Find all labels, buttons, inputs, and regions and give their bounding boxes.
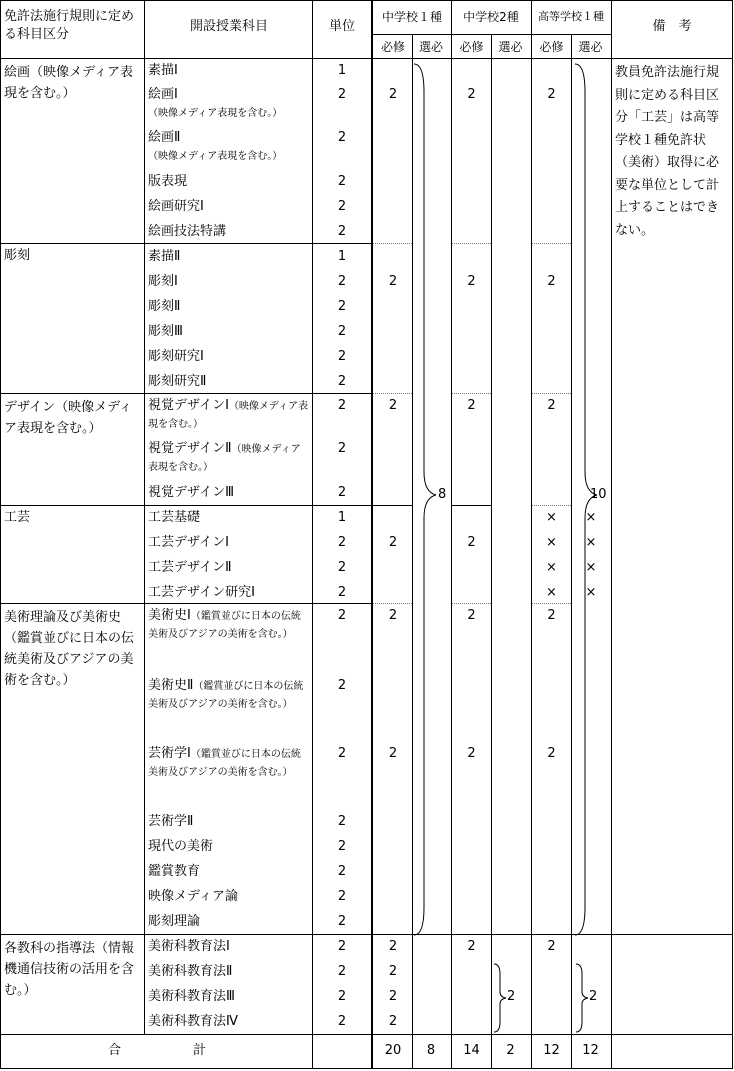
course-units: 2 [337, 398, 347, 413]
course-units: 2 [337, 374, 347, 389]
course-title: 美術科教育法Ⅰ [148, 939, 230, 954]
group-hs1-required: 2 [547, 274, 556, 289]
course-units: 1 [337, 249, 347, 264]
group-jh1-required: 2 [388, 87, 398, 102]
course-units: 2 [337, 964, 347, 979]
course-jh2-req: 2 [467, 939, 476, 954]
course-title: 美術史Ⅰ [148, 608, 191, 623]
rule-group-dotted [532, 393, 571, 394]
course-units: 2 [337, 914, 347, 929]
header-jh1-required: 必修 [380, 40, 405, 54]
course-name [148, 559, 310, 577]
course-title: 彫刻Ⅱ [148, 299, 181, 314]
course-title: 現代の美術 [148, 839, 214, 854]
kogei-cross-mark: × [546, 585, 557, 600]
col-rule [144, 0, 145, 1034]
rule-total [0, 1034, 733, 1035]
rule-group-dotted [452, 393, 491, 394]
course-note: （映像メディア表現を含む。） [148, 151, 283, 162]
course-title: 視覚デザインⅢ [148, 485, 235, 500]
group-label: 工芸 [4, 510, 31, 525]
course-title: 絵画Ⅰ [148, 87, 178, 102]
col-rule [312, 0, 313, 1068]
course-name [148, 86, 310, 122]
course-title: 彫刻Ⅲ [148, 324, 183, 339]
total-label-right: 計 [193, 1043, 207, 1058]
course-name [148, 863, 310, 881]
header-hs1-required: 必修 [539, 40, 564, 54]
kogei-cross-mark: × [546, 535, 557, 550]
kogei-cross-mark: × [546, 560, 557, 575]
course-units: 2 [337, 485, 347, 500]
course-units: 2 [337, 989, 347, 1004]
header-hs1-elective: 選必 [578, 40, 603, 54]
course-units: 2 [337, 889, 347, 904]
course-units: 2 [337, 1014, 347, 1029]
brace-value-hs1-elective: 10 [590, 487, 607, 502]
rule-group-dotted [532, 243, 571, 244]
course-name [148, 198, 310, 216]
course-jh2-req: 2 [467, 608, 476, 623]
col-rule [732, 0, 733, 1068]
course-note: （映像メディア表現を含む。） [148, 444, 301, 473]
course-name [148, 888, 310, 906]
remarks-text: 教員免許法施行規則に定める科目区分「工芸」は高等学校１種免許状（美術）取得に必要な単位として計上することはできない。 [615, 65, 720, 238]
course-note: （鑑賞並びに日本の伝統美術及びアジアの美術を含む。） [148, 681, 304, 710]
total-jh1-required: 20 [384, 1043, 402, 1058]
rule-header-bottom [0, 58, 733, 59]
course-units: 2 [337, 441, 347, 456]
brace-value-jh1-elective: 8 [438, 487, 447, 502]
course-title: 工芸デザインⅡ [148, 560, 232, 575]
course-name [148, 129, 310, 165]
course-note: （鑑賞並びに日本の伝統美術及びアジアの美術を含む。） [148, 749, 301, 778]
rule-group-dotted [372, 603, 412, 604]
group-label: 各教科の指導法（情報機通信技術の活用を含む。） [4, 941, 135, 998]
course-title: 版表現 [148, 174, 188, 189]
course-title: 絵画Ⅱ [148, 130, 181, 145]
course-units: 2 [337, 839, 347, 854]
course-name [148, 509, 310, 527]
rule-group [372, 505, 412, 506]
brace-value-jh2-method: 2 [507, 989, 516, 1004]
rule-group [0, 243, 372, 244]
course-name [148, 1013, 310, 1031]
course-title: 工芸基礎 [148, 510, 201, 525]
course-title: 美術科教育法Ⅲ [148, 989, 235, 1004]
group-label: 美術理論及び美術史（鑑賞並びに日本の伝統美術及びアジアの美術を含む。） [4, 610, 135, 688]
header-hs1: 高等学校１種 [538, 10, 604, 23]
total-jh2-required: 14 [463, 1043, 480, 1058]
course-name [148, 963, 310, 981]
rule-group [0, 934, 733, 935]
course-units: 2 [337, 130, 347, 145]
rule-group-dotted [372, 243, 412, 244]
kogei-cross-mark: × [585, 560, 597, 575]
col-rule [0, 0, 1, 1068]
group-jh1-required: 2 [388, 274, 398, 289]
course-title: 美術史Ⅱ [148, 678, 194, 693]
group-label: 絵画（映像メディア表現を含む。） [4, 65, 133, 101]
course-name [148, 838, 310, 856]
course-units: 2 [337, 174, 347, 189]
col-rule [611, 0, 612, 1068]
course-jh1-req: 2 [388, 939, 398, 954]
course-title: 視覚デザインⅡ [148, 441, 232, 456]
header-units: 単位 [328, 19, 355, 34]
course-jh1-req: 2 [388, 746, 398, 761]
group-jh2-required: 2 [467, 274, 476, 289]
group-jh2-required: 2 [467, 87, 476, 102]
col-rule [451, 0, 452, 1068]
course-name [148, 745, 310, 781]
course-title: 絵画研究Ⅰ [148, 199, 204, 214]
course-name [148, 440, 310, 476]
rule-group [0, 393, 372, 394]
course-units: 2 [337, 864, 347, 879]
course-hs1-req: 2 [547, 939, 556, 954]
total-hs1-required: 12 [543, 1043, 560, 1058]
course-name [148, 348, 310, 366]
rule-group [0, 603, 372, 604]
course-jh2-req: 2 [467, 746, 476, 761]
course-units: 2 [337, 585, 347, 600]
rule-top [0, 0, 733, 1]
col-rule-thick [371, 0, 373, 1068]
rule-group [0, 505, 372, 506]
course-jh1-req: 2 [388, 964, 398, 979]
kogei-cross-mark: × [585, 585, 597, 600]
course-name [148, 323, 310, 341]
course-units: 1 [337, 63, 347, 78]
group-label: 彫刻 [4, 248, 31, 263]
group-hs1-required: 2 [547, 398, 556, 413]
total-jh1-elective: 8 [426, 1043, 436, 1058]
course-units: 2 [337, 324, 347, 339]
course-name [148, 273, 310, 291]
course-title: 美術科教育法Ⅳ [148, 1014, 238, 1029]
course-title: 芸術学Ⅱ [148, 814, 194, 829]
course-units: 2 [337, 87, 347, 102]
course-units: 2 [337, 814, 347, 829]
course-title: 映像メディア論 [148, 889, 238, 904]
course-units: 2 [337, 939, 347, 954]
course-hs1-req: 2 [547, 746, 556, 761]
course-name [148, 373, 310, 391]
total-hs1-elective: 12 [582, 1043, 599, 1058]
course-title: 素描Ⅱ [148, 249, 181, 264]
course-jh1-req: 2 [388, 1014, 398, 1029]
course-title: 芸術学Ⅰ [148, 746, 191, 761]
course-units: 1 [337, 510, 347, 525]
course-title: 美術科教育法Ⅱ [148, 964, 233, 979]
course-note: （映像メディア表現を含む。） [148, 108, 283, 119]
course-name [148, 173, 310, 191]
header-jh2: 中学校2種 [463, 10, 519, 24]
course-units: 2 [337, 560, 347, 575]
course-title: 工芸デザイン研究Ⅰ [148, 585, 255, 600]
group-hs1-required: 2 [547, 87, 556, 102]
course-units: 2 [337, 224, 347, 239]
header-category: 免許法施行規則に定める科目区分 [4, 9, 135, 42]
course-title: 彫刻Ⅰ [148, 274, 178, 289]
course-name [148, 607, 310, 643]
course-units: 2 [337, 678, 347, 693]
course-name [148, 677, 310, 713]
group-jh2-required: 2 [467, 535, 476, 550]
course-name [148, 938, 310, 956]
group-jh1-required: 2 [388, 398, 398, 413]
course-name [148, 484, 310, 502]
col-rule [412, 34, 413, 1068]
col-rule [491, 34, 492, 1068]
header-jh1-elective: 選必 [418, 40, 443, 54]
course-name [148, 584, 310, 602]
rule-group-dotted [532, 603, 571, 604]
rule-group-dotted [372, 393, 412, 394]
course-name [148, 223, 310, 241]
course-title: 視覚デザインⅠ [148, 398, 229, 413]
course-name [148, 62, 310, 80]
course-title: 彫刻研究Ⅰ [148, 349, 204, 364]
course-jh1-req: 2 [388, 989, 398, 1004]
group-jh1-required: 2 [388, 535, 398, 550]
course-units: 2 [337, 199, 347, 214]
course-name [148, 397, 310, 433]
kogei-cross-mark: × [546, 510, 557, 525]
group-label: デザイン（映像メディア表現を含む。） [4, 400, 133, 436]
course-name [148, 988, 310, 1006]
course-title: 彫刻研究Ⅱ [148, 374, 207, 389]
course-name [148, 298, 310, 316]
rule-group-dotted [452, 603, 491, 604]
course-note: （鑑賞並びに日本の伝統美術及びアジアの美術を含む。） [148, 611, 301, 640]
group-jh2-required: 2 [467, 398, 476, 413]
course-name [148, 913, 310, 931]
course-note: （映像メディア表現を含む。） [148, 401, 309, 430]
course-jh1-req: 2 [388, 608, 398, 623]
col-rule [571, 34, 572, 1068]
course-units: 2 [337, 349, 347, 364]
header-jh2-required: 必修 [459, 40, 484, 54]
course-units: 2 [337, 608, 347, 623]
course-title: 工芸デザインⅠ [148, 535, 229, 550]
rule-group-dotted [452, 243, 491, 244]
course-title: 彫刻理論 [148, 914, 201, 929]
col-rule [531, 0, 532, 1068]
kogei-cross-mark: × [585, 510, 597, 525]
header-jh1: 中学校１種 [381, 10, 442, 24]
header-jh2-elective: 選必 [498, 40, 523, 54]
course-units: 2 [337, 535, 347, 550]
course-name [148, 534, 310, 552]
header-subject: 開設授業科目 [189, 19, 268, 34]
rule-group-dotted [532, 505, 571, 506]
rule-group [452, 505, 491, 506]
kogei-cross-mark: × [585, 535, 597, 550]
brace-value-hs1-method: 2 [589, 989, 598, 1004]
course-title: 絵画技法特講 [148, 224, 227, 239]
course-name [148, 248, 310, 266]
course-units: 2 [337, 746, 347, 761]
total-jh2-elective: 2 [506, 1043, 515, 1058]
course-hs1-req: 2 [547, 608, 556, 623]
rule-bottom [0, 1068, 733, 1069]
total-label-left: 合 [108, 1043, 122, 1058]
course-title: 素描Ⅰ [148, 63, 178, 78]
course-title: 鑑賞教育 [148, 864, 201, 879]
header-remarks: 備 考 [652, 19, 692, 34]
course-units: 2 [337, 274, 347, 289]
course-name [148, 813, 310, 831]
course-units: 2 [337, 299, 347, 314]
